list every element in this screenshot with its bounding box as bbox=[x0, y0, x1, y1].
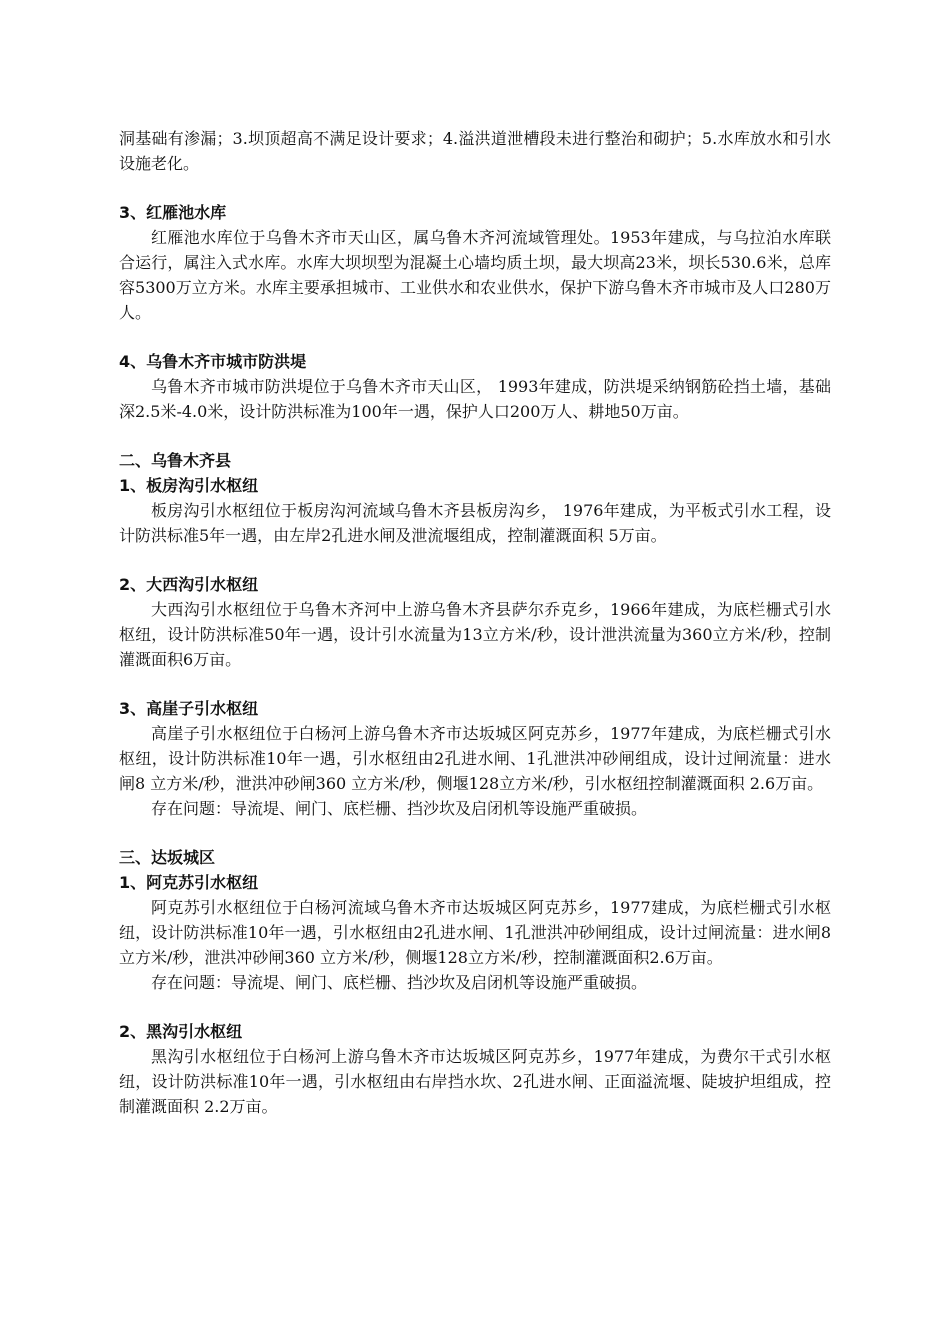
heading-daxigou: 2、大西沟引水枢纽 bbox=[119, 575, 259, 594]
paragraph-banfanggou: 板房沟引水枢纽位于板房沟河流域乌鲁木齐县板房沟乡， 1976年建成，为平板式引水工程，设计防洪标准5年一遇，由左岸2孔进水闸及泄流堰组成，控制灌溉面积 5万亩。 bbox=[119, 501, 831, 545]
heading-heigou: 2、黑沟引水枢纽 bbox=[119, 1022, 243, 1041]
heading-hongyanchi-reservoir: 3、红雁池水库 bbox=[119, 203, 227, 222]
paragraph-heigou: 黑沟引水枢纽位于白杨河上游乌鲁木齐市达坂城区阿克苏乡，1977年建成，为费尔干式引水枢纽，设计防洪标准10年一遇，引水枢纽由右岸挡水坎、2孔进水闸、正面溢流堰、陡坡护坦组成，控制灌溉面积 2.2万亩。 bbox=[119, 1047, 831, 1116]
heading-gaoyazi: 3、高崖子引水枢纽 bbox=[119, 699, 259, 718]
paragraph-akesu: 阿克苏引水枢纽位于白杨河流域乌鲁木齐市达坂城区阿克苏乡，1977建成，为底栏栅式引水枢纽，设计防洪标准10年一遇，引水枢纽由2孔进水闸、1孔泄洪冲砂闸组成，设计过闸流量：进水闸8 立方米/秒，泄洪冲砂闸360 立方米/秒，侧堰128立方米/秒，控制灌溉面积2.6万亩。 bbox=[119, 898, 831, 967]
paragraph-urumqi-levee: 乌鲁木齐市城市防洪堤位于乌鲁木齐市天山区， 1993年建成，防洪堤采纳钢筋砼挡土墙，基础深2.5米-4.0米，设计防洪标准为100年一遇，保护人口200万人、耕地50万亩。 bbox=[119, 377, 831, 421]
paragraph-daxigou: 大西沟引水枢纽位于乌鲁木齐河中上游乌鲁木齐县萨尔乔克乡，1966年建成，为底栏栅式引水枢纽，设计防洪标准50年一遇，设计引水流量为13立方米/秒，设计泄洪流量为360立方米/秒，控制灌溉面积6万亩。 bbox=[119, 600, 831, 669]
document-body bbox=[119, 126, 831, 1119]
section-heading-urumqi-county: 二、乌鲁木齐县 bbox=[119, 451, 232, 470]
heading-urumqi-levee: 4、乌鲁木齐市城市防洪堤 bbox=[119, 352, 307, 371]
heading-banfanggou: 1、板房沟引水枢纽 bbox=[119, 476, 259, 495]
paragraph-akesu-issues: 存在问题：导流堤、闸门、底栏栅、挡沙坎及启闭机等设施严重破损。 bbox=[151, 973, 648, 992]
section-heading-dabancheng: 三、达坂城区 bbox=[119, 848, 216, 867]
paragraph-hongyanchi: 红雁池水库位于乌鲁木齐市天山区，属乌鲁木齐河流域管理处。1953年建成，与乌拉泊水库联合运行，属注入式水库。水库大坝坝型为混凝土心墙均质土坝，最大坝高23米，坝长530.6米，总库容5300万立方米。水库主要承担城市、工业供水和农业供水，保护下游乌鲁木齐市城市及人口280万人。 bbox=[119, 228, 831, 322]
heading-akesu: 1、阿克苏引水枢纽 bbox=[119, 873, 259, 892]
paragraph-gaoyazi: 高崖子引水枢纽位于白杨河上游乌鲁木齐市达坂城区阿克苏乡，1977年建成，为底栏栅式引水枢纽，设计防洪标准10年一遇，引水枢纽由2孔进水闸、1孔泄洪冲砂闸组成，设计过闸流量：进水闸8 立方米/秒，泄洪冲砂闸360 立方米/秒，侧堰128立方米/秒，引水枢纽控制灌溉面积 2.6万亩。 bbox=[119, 724, 831, 793]
paragraph-dam-issues: 洞基础有渗漏；3.坝顶超高不满足设计要求；4.溢洪道泄槽段未进行整治和砌护；5.水库放水和引水设施老化。 bbox=[119, 129, 831, 173]
paragraph-gaoyazi-issues: 存在问题：导流堤、闸门、底栏栅、挡沙坎及启闭机等设施严重破损。 bbox=[151, 799, 648, 818]
